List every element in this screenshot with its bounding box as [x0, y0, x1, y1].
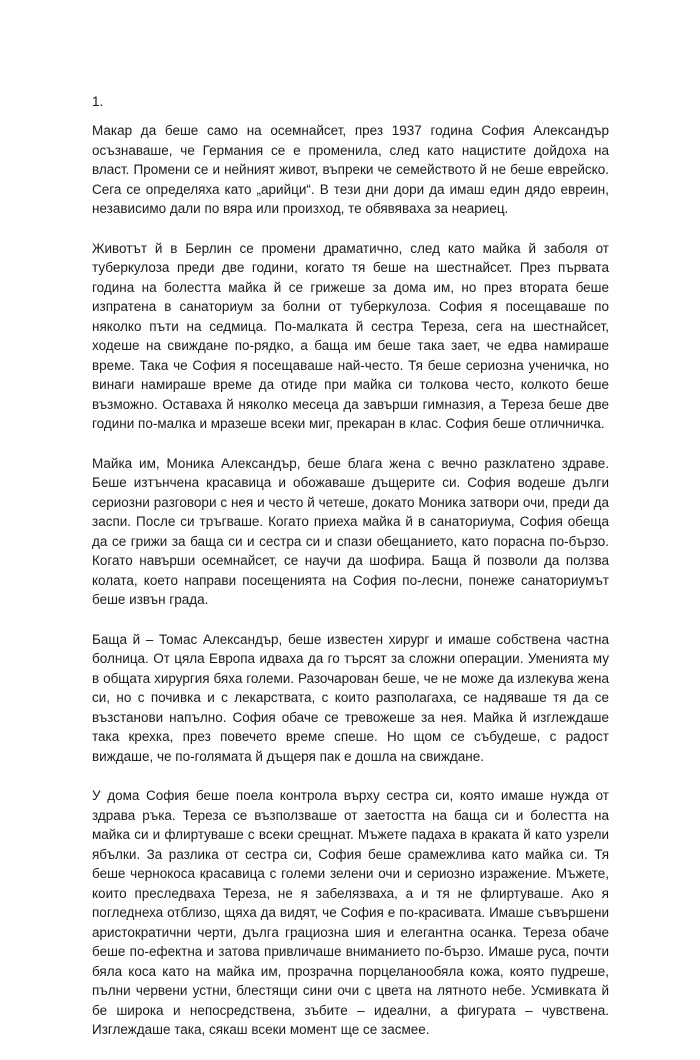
paragraph-5: У дома София беше поела контрола върху сестра си, която имаше нужда от здрава ръка. Тереза се възползваше от заетостта на баща си и болестта на майка си и флиртуваше с всеки срещнат. Мъжете падаха в краката й като узрели ябълки. За разлика от сестра си, София беше срамежлива като майка си. Тя беше чернокоса красавица с големи зелени очи и сериозно изражение. Мъжете, които преследваха Тереза, не я забелязваха, а и тя не флиртуваше. Ако я погледнеха отблизо, щяха да видят, че София е по-красивата. Имаше съвършени аристократични черти, дълга грациозна шия и елегантна осанка. Тереза обаче беше по-ефектна и затова привличаше вниманието по-бързо. Имаше руса, почти бяла коса като на майка им, прозрачна порцеланообяла кожа, която пудреше, пълни червени устни, блестящи сини очи с цвета на лятното небе. Усмивката й бе широка и непосредствена, зъбите – идеални, а фигурата – чувствена. Изглеждаше така, сякаш всеки момент ще се засмее. — [92, 788, 609, 1037]
paragraph-1: Макар да беше само на осемнайсет, през 1937 година София Александър осъзнаваше, че Германия се е променила, след като нацистите дойдоха на власт. Промени се и нейният живот, въпреки че семейството й не беше еврейско. Сега се определяха като „арийци“. В тези дни дори да имаш един дядо евреин, независимо дали по вяра или произход, те обявяваха за неариец. — [92, 123, 609, 216]
document-body — [92, 121, 609, 1060]
paragraph-3: Майка им, Моника Александър, беше блага жена с вечно разклатено здраве. Беше изтънчена красавица и обожаваше дъщерите си. София водеше дълги сериозни разговори с нея и често й четеше, докато Моника затвори очи, преди да заспи. После си тръгваше. Когато приеха майка й в санаториума, София обеща да се грижи за баща си и сестра си и спази обещанието, като порасна по-бързо. Когато навърши осемнайсет, се научи да шофира. Баща й позволи да ползва колата, което направи посещенията на София по-лесни, понеже санаториумът беше извън града. — [92, 455, 609, 607]
paragraph-4: Баща й – Томас Александър, беше известен хирург и имаше собствена частна болница. От цяла Европа идваха да го търсят за сложни операции. Уменията му в общата хирургия бяха големи. Разочарован беше, че не може да излекува жена си, но с почивка и с лекарствата, с които разполагаха, се надяваше тя да се възстанови напълно. София обаче се тревожеше за нея. Майка й изглеждаше така крехка, през повечето време спеше. Но щом се събудеше, с радост виждаше, че по-голямата й дъщеря пак е дошла на свиждане. — [92, 631, 609, 764]
chapter-number: 1. — [92, 94, 104, 109]
paragraph-2: Животът й в Берлин се промени драматично, след като майка й заболя от туберкулоза преди две години, когато тя беше на шестнайсет. През първата година на болестта майка й се грижеше за дома им, но през втората беше изпратена в санаториум за болни от туберкулоза. София я посещаваше по няколко пъти на седмица. По-малката й сестра Тереза, сега на шестнайсет, ходеше на свиждане по-рядко, а баща им беше така зает, че едва намираше време. Така че София я посещаваше най-често. Тя беше сериозна ученичка, но винаги намираше време да отиде при майка си толкова често, колкото беше възможно. Оставаха й няколко месеца да завърши гимназия, а Тереза беше две години по-малка и мразеше всеки миг, прекаран в клас. София беше отличничка. — [92, 240, 609, 431]
